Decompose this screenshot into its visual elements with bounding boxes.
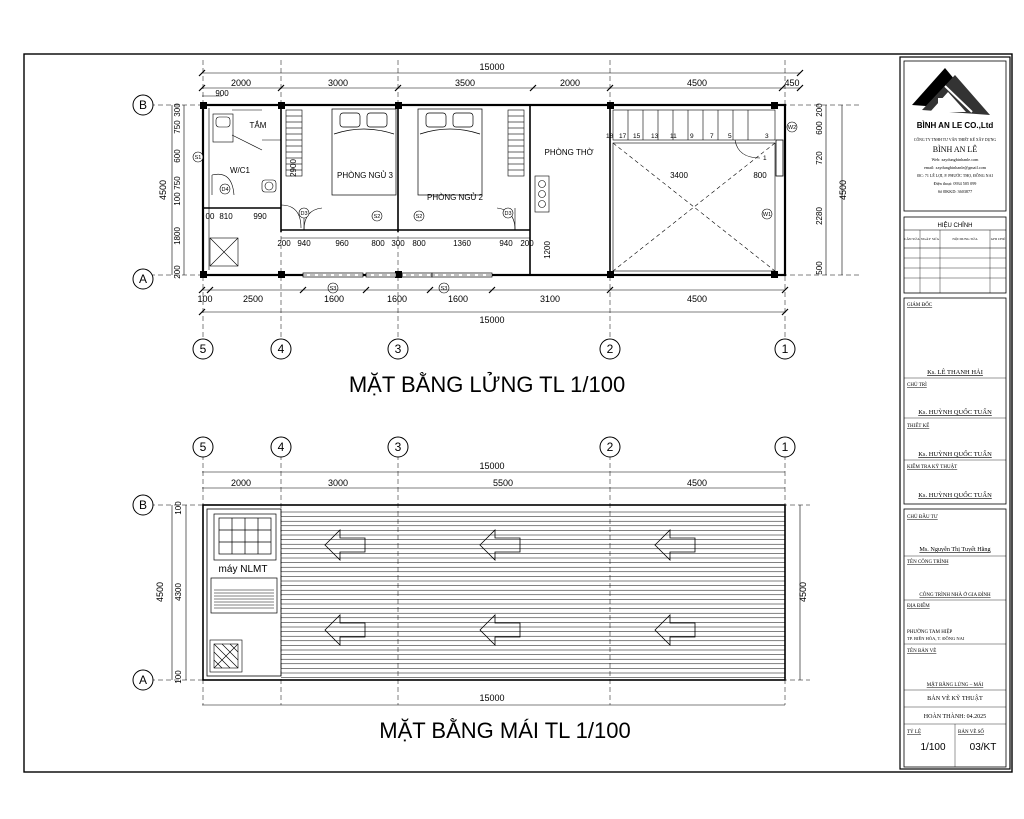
room-label-altar: PHÒNG THỜ	[544, 148, 594, 157]
room-label-bedroom3: PHÒNG NGỦ 3	[336, 171, 394, 180]
inner-dim: 1200	[543, 241, 552, 259]
wardrobe-bedroom2	[508, 110, 524, 176]
svg-text:KIỂM TRA KỸ THUẬT: KIỂM TRA KỸ THUẬT	[907, 465, 958, 470]
top-dimensions	[199, 70, 803, 96]
roof-slope-arrows	[325, 530, 695, 645]
svg-text:4300: 4300	[174, 583, 183, 601]
opening-tags	[193, 122, 797, 293]
roof-right-total: 4500	[798, 581, 808, 603]
bed-bedroom2	[418, 109, 482, 195]
bottom-dim-values	[197, 294, 707, 304]
solar-heater-label: máy NLMT	[218, 564, 268, 575]
svg-text:4: 4	[277, 440, 285, 454]
roof-left-dim-values	[174, 501, 183, 684]
svg-text:600: 600	[173, 149, 182, 163]
svg-text:S3: S3	[440, 286, 448, 292]
svg-text:940: 940	[297, 239, 311, 248]
svg-text:2: 2	[606, 342, 614, 356]
svg-text:TỶ LỆ: TỶ LỆ	[907, 730, 922, 735]
top-dim: 3000	[327, 78, 349, 88]
svg-text:100: 100	[197, 294, 213, 304]
svg-text:Ks. HUỲNH QUỐC TUẤN: Ks. HUỲNH QUỐC TUẤN	[918, 492, 992, 499]
svg-text:5500: 5500	[492, 478, 514, 488]
bed-bedroom3	[332, 109, 396, 195]
svg-text:5: 5	[728, 133, 732, 140]
svg-text:D4: D4	[221, 187, 229, 193]
svg-text:990: 990	[253, 212, 267, 221]
svg-text:15: 15	[633, 133, 641, 140]
svg-text:11: 11	[670, 133, 677, 140]
roof-sheet-lines	[214, 512, 785, 678]
roof-left-dimensions	[172, 505, 800, 680]
svg-text:300: 300	[173, 103, 182, 117]
svg-text:800: 800	[412, 239, 426, 248]
svg-text:D3: D3	[504, 211, 512, 217]
structural-columns	[200, 102, 778, 278]
svg-text:2500: 2500	[242, 294, 264, 304]
svg-text:1800: 1800	[173, 227, 182, 245]
svg-text:BẢN VẼ SỐ: BẢN VẼ SỐ	[958, 730, 985, 735]
svg-text:4500: 4500	[686, 294, 708, 304]
company-logo-text: BÌNH AN LE CO.,Ltd	[916, 121, 994, 130]
top-dim: 2000	[230, 78, 252, 88]
svg-text:3: 3	[394, 440, 402, 454]
roof-vent	[210, 640, 242, 672]
top-dim: 3500	[454, 78, 476, 88]
svg-text:S2: S2	[415, 214, 423, 220]
svg-text:LẦN SỬA: LẦN SỬA	[904, 237, 920, 241]
svg-text:NỘI DUNG SỬA: NỘI DUNG SỬA	[952, 237, 978, 241]
svg-text:720: 720	[815, 151, 824, 165]
svg-text:CHỦ TRÌ: CHỦ TRÌ	[907, 383, 927, 388]
roof-top-dim-values	[231, 478, 707, 488]
svg-text:500: 500	[815, 261, 824, 275]
room-label-bedroom2: PHÒNG NGỦ 2	[426, 193, 484, 202]
svg-text:Ks. HUỲNH QUỐC TUẤN: Ks. HUỲNH QUỐC TUẤN	[918, 451, 992, 458]
top-dim: 2000	[559, 78, 581, 88]
plan2-title: MẶT BẰNG MÁI TL 1/100	[379, 718, 631, 743]
svg-text:4500: 4500	[686, 478, 708, 488]
revision-header: HIỆU CHỈNH	[937, 223, 973, 229]
svg-text:B: B	[138, 98, 148, 112]
svg-text:TP. BIÊN HÒA, T. ĐỒNG NAI: TP. BIÊN HÒA, T. ĐỒNG NAI	[907, 636, 965, 641]
right-total-dim: 4500	[838, 179, 848, 201]
svg-text:2280: 2280	[815, 207, 824, 225]
svg-text:D3: D3	[300, 211, 308, 217]
svg-text:Ks. HUỲNH QUỐC TUẤN: Ks. HUỲNH QUỐC TUẤN	[918, 409, 992, 416]
svg-text:4: 4	[277, 342, 285, 356]
svg-text:2: 2	[606, 440, 614, 454]
svg-text:200: 200	[277, 239, 291, 248]
svg-text:THIẾT KẾ: THIẾT KẾ	[907, 424, 930, 429]
top-total-dim: 15000	[479, 62, 505, 72]
inner-dim-row-2	[206, 212, 268, 221]
svg-text:7: 7	[710, 133, 714, 140]
title-block	[900, 57, 1010, 769]
svg-text:W2: W2	[787, 125, 797, 131]
outer-wall	[203, 105, 785, 275]
inner-dim: 3400	[670, 171, 688, 180]
svg-text:3: 3	[394, 342, 402, 356]
svg-text:3000: 3000	[327, 478, 349, 488]
svg-text:BẢN VẼ KỸ THUẬT: BẢN VẼ KỸ THUẬT	[927, 695, 983, 702]
svg-text:S2: S2	[373, 214, 381, 220]
inner-dim: 800	[753, 171, 767, 180]
svg-text:2000: 2000	[230, 478, 252, 488]
svg-text:100: 100	[174, 501, 183, 515]
svg-text:NGÀY SỬA: NGÀY SỬA	[920, 237, 940, 241]
svg-text:600: 600	[815, 121, 824, 135]
svg-text:13: 13	[651, 133, 659, 140]
inner-dim: 2900	[289, 159, 298, 177]
svg-text:100: 100	[173, 192, 182, 206]
roof-parapet	[207, 509, 281, 676]
top-dim: 450	[784, 78, 800, 88]
top-dim: 4500	[686, 78, 708, 88]
roof-top-total: 15000	[479, 461, 505, 471]
svg-text:HOÀN THÀNH: 04.2025: HOÀN THÀNH: 04.2025	[923, 714, 987, 720]
svg-text:1360: 1360	[453, 239, 471, 248]
svg-text:300: 300	[391, 239, 405, 248]
sub-dim: 900	[215, 89, 229, 98]
svg-text:W1: W1	[762, 212, 772, 218]
svg-text:S3: S3	[329, 286, 337, 292]
svg-text:A: A	[138, 673, 148, 687]
svg-text:Điện thoại: 0934 505 099: Điện thoại: 0934 505 099	[933, 181, 977, 186]
svg-text:Ks. LÊ THANH HẢI: Ks. LÊ THANH HẢI	[927, 369, 983, 376]
room-label-tam: TẮM	[249, 121, 267, 130]
svg-text:CHỦ ĐẦU TƯ: CHỦ ĐẦU TƯ	[907, 515, 938, 520]
svg-text:GHI CHÚ: GHI CHÚ	[990, 237, 1006, 241]
svg-text:GIÁM ĐỐC: GIÁM ĐỐC	[907, 303, 933, 308]
roof-plan	[133, 437, 810, 743]
left-total-dim: 4500	[158, 179, 168, 201]
svg-text:940: 940	[499, 239, 513, 248]
svg-text:5: 5	[199, 342, 207, 356]
svg-text:3100: 3100	[539, 294, 561, 304]
svg-text:BÌNH AN LÊ: BÌNH AN LÊ	[932, 145, 978, 154]
roof-bottom-total: 15000	[479, 693, 505, 703]
svg-text:PHƯỜNG TAM HIỆP: PHƯỜNG TAM HIỆP	[907, 630, 953, 635]
svg-text:email: xaydungbinhanle@gmail.c: email: xaydungbinhanle@gmail.com	[923, 165, 987, 170]
inner-dim-row-1	[277, 239, 534, 248]
svg-text:MẶT BẰNG LỬNG – MÁI: MẶT BẰNG LỬNG – MÁI	[926, 683, 984, 688]
svg-text:Ms. Nguyễn Thị Tuyết Hằng: Ms. Nguyễn Thị Tuyết Hằng	[919, 546, 991, 553]
svg-text:800: 800	[371, 239, 385, 248]
bath-door-arc	[281, 205, 301, 228]
sheet-number: 03/KT	[969, 742, 997, 753]
svg-text:CÔNG TY TNHH TƯ VẤN THIẾT KẾ X: CÔNG TY TNHH TƯ VẤN THIẾT KẾ XÂY DỰNG	[913, 138, 997, 142]
svg-text:200: 200	[520, 239, 534, 248]
svg-text:960: 960	[335, 239, 349, 248]
svg-text:S1: S1	[194, 155, 202, 161]
company-logo	[912, 68, 990, 115]
roof-left-total: 4500	[155, 581, 165, 603]
svg-text:3: 3	[765, 133, 769, 140]
svg-text:ĐC: 71 LÊ LỢI, P. PHƯỚC THỌ, Đ: ĐC: 71 LÊ LỢI, P. PHƯỚC THỌ, ĐỒNG NAI	[917, 173, 993, 178]
svg-text:200: 200	[815, 103, 824, 117]
svg-text:750: 750	[173, 176, 182, 190]
svg-text:A: A	[138, 272, 148, 286]
grid-lines-plan2	[150, 455, 810, 705]
svg-text:Web: xaydungbinhanle.com: Web: xaydungbinhanle.com	[931, 157, 979, 162]
svg-text:750: 750	[173, 120, 182, 134]
svg-text:17: 17	[619, 133, 627, 140]
svg-text:ĐỊA ĐIỂM: ĐỊA ĐIỂM	[907, 604, 930, 609]
svg-text:B: B	[138, 498, 148, 512]
room-label-wc1: W/C1	[230, 166, 250, 175]
svg-text:Số ĐKKD: 3603877: Số ĐKKD: 3603877	[937, 189, 973, 194]
svg-text:00: 00	[205, 212, 215, 221]
plan1-title: MẶT BẰNG LỬNG TL 1/100	[348, 372, 626, 397]
altar-unit	[535, 176, 549, 212]
left-dim-values	[173, 103, 182, 279]
svg-text:1600: 1600	[323, 294, 345, 304]
bedroom-doors	[304, 208, 515, 230]
svg-text:1600: 1600	[386, 294, 408, 304]
svg-text:9: 9	[690, 133, 694, 140]
svg-text:810: 810	[219, 212, 233, 221]
svg-text:1: 1	[781, 342, 789, 356]
bottom-total-dim: 15000	[479, 315, 505, 325]
svg-text:100: 100	[174, 670, 183, 684]
svg-text:1: 1	[781, 440, 789, 454]
svg-text:TÊN BẢN VẼ: TÊN BẢN VẼ	[907, 649, 937, 654]
svg-text:1: 1	[763, 155, 767, 162]
svg-text:CÔNG TRÌNH NHÀ Ở GIA ĐÌNH: CÔNG TRÌNH NHÀ Ở GIA ĐÌNH	[919, 593, 991, 598]
grid-bubbles-plan1	[133, 95, 795, 359]
svg-text:200: 200	[173, 265, 182, 279]
svg-text:TÊN CÔNG TRÌNH: TÊN CÔNG TRÌNH	[907, 560, 949, 565]
opening-tag-labels	[195, 125, 796, 292]
svg-text:5: 5	[199, 440, 207, 454]
right-dim-values	[815, 103, 824, 275]
svg-text:18: 18	[606, 133, 614, 140]
stair-step-numbers	[606, 133, 769, 162]
scale-value: 1/100	[920, 742, 946, 753]
mezzanine-plan	[133, 60, 860, 397]
svg-text:1600: 1600	[447, 294, 469, 304]
